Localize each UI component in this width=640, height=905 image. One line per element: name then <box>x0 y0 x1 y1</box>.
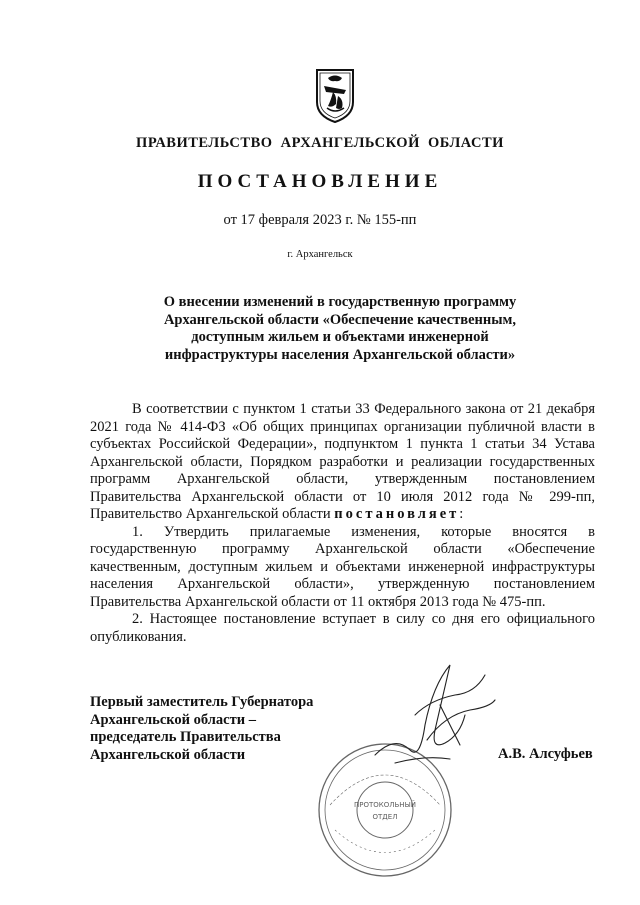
heading-line: инфраструктуры населения Архангельской области» <box>164 346 516 363</box>
document-type: ПОСТАНОВЛЕНИЕ <box>197 171 443 192</box>
document-heading <box>150 294 530 364</box>
government-name: ПРАВИТЕЛЬСТВО АРХАНГЕЛЬСКОЙ ОБЛАСТИ <box>136 135 504 151</box>
signatory-title-line: Архангельской области – <box>90 711 256 728</box>
item-1-paragraph: 1. Утвердить прилагаемые изменения, которые вносятся в государственную программу Архангельской области «Обеспечение качественным, доступным жильем и объектами инженерной инфраструктуры населения Архангельской области», утвержденную постановлением Правительства Архангельской области от 11 октября 2013 года № 475-пп. <box>90 523 595 610</box>
preamble-text: В соответствии с пунктом 1 статьи 33 Федерального закона от 21 декабря 2021 года № 414-ФЗ «Об общих принципах организации публичной власти в субъектах Российской Федерации», подпунктом 1 пункта 1 статьи 34 Устава Архангельской области, Порядком разработки и реализации государственных программ Архангельской области, утвержденным постановлением Правительства Архангельской области от 10 июля 2012 года № 299-пп, Правительство Архангельской области <box>90 401 595 522</box>
svg-text:ОТДЕЛ: ОТДЕЛ <box>372 813 398 821</box>
signatory-name: А.В. Алсуфьев <box>498 746 593 762</box>
signatory-title-line: Первый заместитель Губернатора <box>90 694 314 710</box>
item-2-paragraph: 2. Настоящее постановление вступает в силу со дня его официального опубликования. <box>90 611 595 645</box>
document-date-number: от 17 февраля 2023 г. № 155-пп <box>223 212 417 228</box>
preamble-paragraph <box>90 401 595 524</box>
heading-line: О внесении изменений в государственную программу <box>163 294 517 310</box>
decree-word: постановляет <box>334 506 460 522</box>
document-body <box>90 401 595 646</box>
heading-line: Архангельской области «Обеспечение качественным, <box>163 311 517 328</box>
document-city: г. Архангельск <box>287 249 353 260</box>
heading-line: доступным жильем и объектами инженерной <box>191 329 489 345</box>
svg-text:ПРОТОКОЛЬНЫЙ: ПРОТОКОЛЬНЫЙ <box>353 801 417 809</box>
coat-of-arms-icon <box>314 66 356 124</box>
signatory-title-line: председатель Правительства <box>90 729 281 745</box>
handwritten-signature-icon <box>355 655 505 775</box>
decree-colon: : <box>459 506 464 522</box>
signatory-title-line: Архангельской области <box>90 746 246 763</box>
